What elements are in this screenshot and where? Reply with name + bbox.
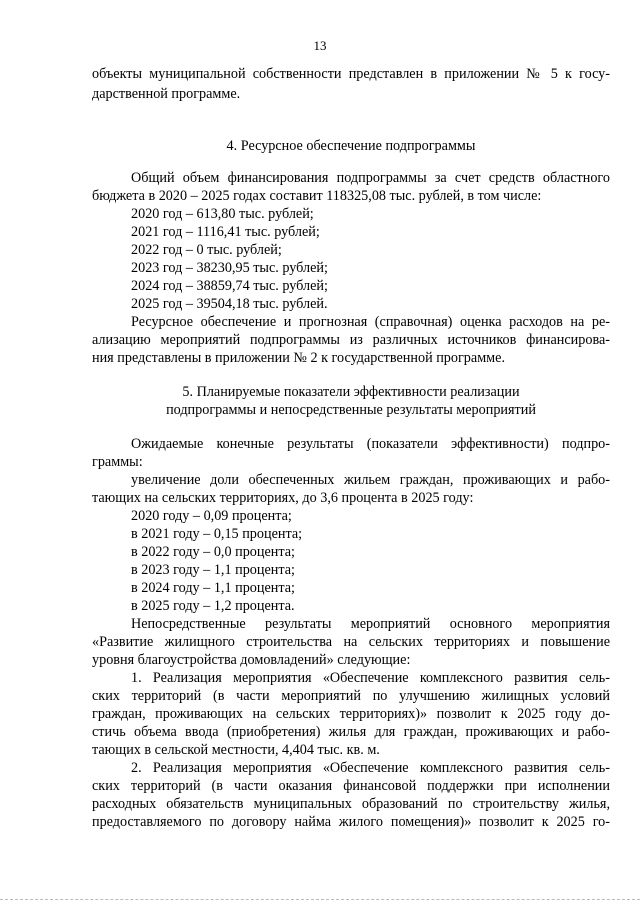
section-5-para2-line-1: увеличение доли обеспеченных жильем граждан, проживающих и рабо-	[131, 472, 610, 488]
section-5-item2-line-1: 2. Реализация мероприятия «Обеспечение комплексного развития сель-	[131, 760, 610, 776]
section-4-para2-line-1: Ресурсное обеспечение и прогнозная (справочная) оценка расходов на ре-	[131, 314, 610, 330]
section-4-year-2025: 2025 год – 39504,18 тыс. рублей.	[131, 296, 328, 312]
section-4-heading: 4. Ресурсное обеспечение подпрограммы	[226, 138, 476, 154]
section-5-item1-line-5: тающих в сельской местности, 4,404 тыс. кв. м.	[92, 742, 380, 758]
section-4-para2-line-3: ния представлены в приложении № 2 к государственной программе.	[92, 350, 505, 366]
section-5-item1-line-2: ских территорий (в части мероприятий по улучшению жилищных условий	[92, 688, 610, 704]
section-5-year-2021: в 2021 году – 0,15 процента;	[131, 526, 303, 542]
section-5-item1-line-1: 1. Реализация мероприятия «Обеспечение комплексного развития сель-	[131, 670, 610, 686]
section-4-para1-line-1: Общий объем финансирования подпрограммы за счет средств областного	[131, 170, 610, 186]
section-5-year-2020: 2020 году – 0,09 процента;	[131, 508, 292, 524]
section-5-para3-line-2: «Развитие жилищного строительства на сельских территориях и повышение	[92, 634, 610, 650]
section-5-para1-line-1: Ожидаемые конечные результаты (показатели эффективности) подпро-	[131, 436, 610, 452]
section-5-item2-line-2: ских территорий (в части оказания финансовой поддержки при исполнении	[92, 778, 610, 794]
section-5-para3-line-3: уровня благоустройства домовладений» следующие:	[92, 652, 411, 668]
intro-line-1: объекты муниципальной собственности представлен в приложении № 5 к госу-	[92, 66, 610, 82]
section-5-item2-line-4: предоставляемого по договору найма жилого помещения)» позволит к 2025 го-	[92, 814, 610, 830]
section-5-item1-line-4: стичь объема ввода (приобретения) жилья для граждан, проживающих и рабо-	[92, 724, 610, 740]
section-5-year-2024: в 2024 году – 1,1 процента;	[131, 580, 295, 596]
section-4-year-2022: 2022 год – 0 тыс. рублей;	[131, 242, 282, 258]
section-5-heading-line-2: подпрограммы и непосредственные результаты мероприятий	[166, 402, 536, 418]
section-4-para1-line-2: бюджета в 2020 – 2025 годах составит 118325,08 тыс. рублей, в том числе:	[92, 188, 542, 204]
section-5-item2-line-3: расходных обязательств муниципальных образований по строительству жилья,	[92, 796, 610, 812]
section-4-year-2020: 2020 год – 613,80 тыс. рублей;	[131, 206, 314, 222]
section-5-item1-line-3: граждан, проживающих на сельских территориях)» позволит к 2025 году до-	[92, 706, 610, 722]
section-5-year-2025: в 2025 году – 1,2 процента.	[131, 598, 295, 614]
section-5-para2-line-2: тающих на сельских территориях, до 3,6 процента в 2025 году:	[92, 490, 474, 506]
section-4-year-2021: 2021 год – 1116,41 тыс. рублей;	[131, 224, 320, 240]
scan-edge-rule	[0, 899, 640, 900]
section-5-para1-line-2: граммы:	[92, 454, 143, 470]
section-4-para2-line-2: ализацию мероприятий подпрограммы из различных источников финансирова-	[92, 332, 610, 348]
section-4-year-2024: 2024 год – 38859,74 тыс. рублей;	[131, 278, 328, 294]
section-5-para3-line-1: Непосредственные результаты мероприятий основного мероприятия	[131, 616, 610, 632]
section-5-year-2022: в 2022 году – 0,0 процента;	[131, 544, 295, 560]
section-5-heading-line-1: 5. Планируемые показатели эффективности реализации	[182, 384, 520, 400]
section-4-year-2023: 2023 год – 38230,95 тыс. рублей;	[131, 260, 328, 276]
page-number: 13	[313, 38, 327, 53]
intro-line-2: дарственной программе.	[92, 86, 241, 102]
section-5-year-2023: в 2023 году – 1,1 процента;	[131, 562, 295, 578]
